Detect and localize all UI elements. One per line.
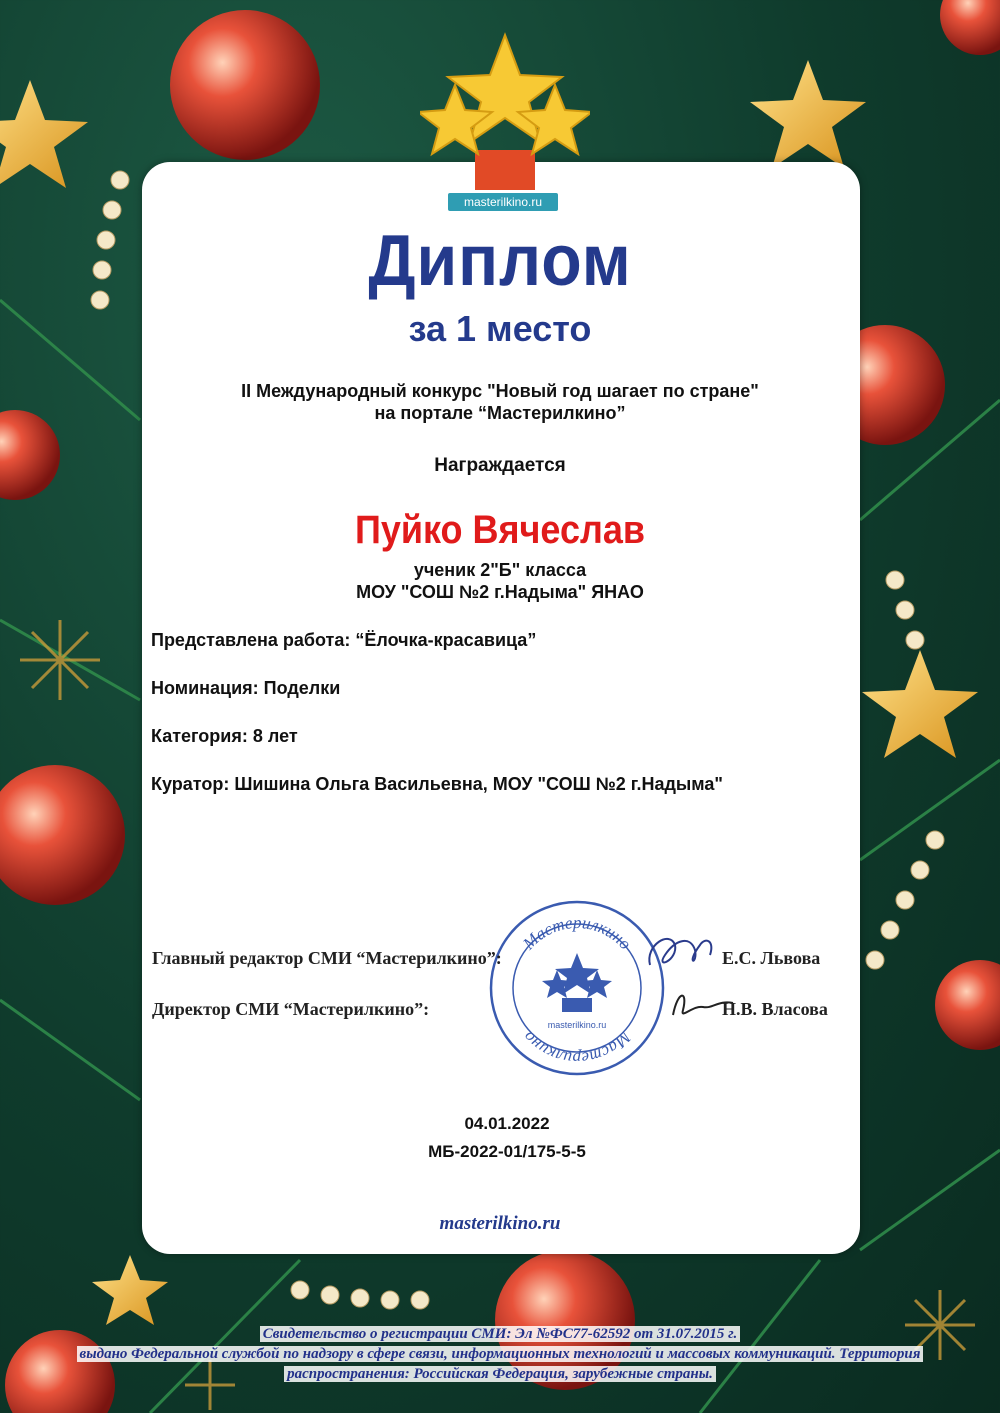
editor-name: Е.С. Львова [722, 948, 821, 968]
stars-logo-icon [420, 30, 590, 215]
svg-text:Мастерилкино [519, 913, 636, 954]
footer-line-2: выдано Федеральной службой по надзору в сфере связи, информационных технологий и массовых коммуникаций. Территория [77, 1346, 924, 1362]
footer-line-3: распространения: Российская Федерация, зарубежные страны. [284, 1366, 716, 1382]
star-decoration [862, 650, 978, 758]
contest-info [0, 380, 1000, 424]
issue-date: 04.01.2022 [464, 1114, 550, 1133]
logo-site-badge: masterilkino.ru [448, 193, 558, 211]
editor-label: Главный редактор СМИ “Мастерилкино”: [152, 948, 502, 968]
editor-signature [640, 925, 730, 985]
contest-line-1: II Международный конкурс "Новый год шагает по стране" [241, 381, 759, 401]
footer-line-1: Свидетельство о регистрации СМИ: Эл №ФС77-62592 от 31.07.2015 г. [260, 1326, 741, 1342]
nomination-field: Номинация: Поделки [151, 678, 341, 698]
stamp-text-top: Мастерилкино [519, 912, 636, 954]
ornament-ball [170, 10, 320, 160]
recipient-info [0, 559, 1000, 603]
stamp-text-bottom: Мастерилкино [518, 1027, 635, 1069]
star-decoration [0, 80, 88, 188]
diploma-code: МБ-2022-01/175-5-5 [428, 1142, 586, 1161]
diploma-title: Диплом [368, 221, 632, 301]
category-field: Категория: 8 лет [151, 726, 298, 746]
contest-line-2: на портале “Мастерилкино” [374, 403, 626, 423]
awarded-label: Награждается [434, 455, 566, 476]
ornament-ball [0, 765, 125, 905]
star-decoration [92, 1255, 168, 1325]
curator-field: Куратор: Шишина Ольга Васильевна, МОУ "СОШ №2 г.Надыма" [151, 774, 723, 794]
svg-text:Мастерилкино [519, 1027, 636, 1068]
place-subtitle: за 1 место [408, 308, 592, 349]
star-decoration [750, 60, 866, 168]
director-label: Директор СМИ “Мастерилкино”: [152, 999, 430, 1019]
site-url: masterilkino.ru [439, 1213, 561, 1234]
ornament-ball [940, 0, 1000, 55]
recipient-school: МОУ "СОШ №2 г.Надыма" ЯНАО [356, 582, 644, 602]
recipient-class: ученик 2"Б" класса [413, 560, 587, 580]
director-name: Н.В. Власова [722, 999, 828, 1019]
work-field: Представлена работа: “Ёлочка-красавица” [151, 630, 537, 650]
recipient-name: Пуйко Вячеслав [354, 508, 646, 552]
ornament-ball [935, 960, 1000, 1050]
stamp-site: masterilkino.ru [547, 1020, 607, 1030]
registration-footer [0, 1324, 1000, 1384]
